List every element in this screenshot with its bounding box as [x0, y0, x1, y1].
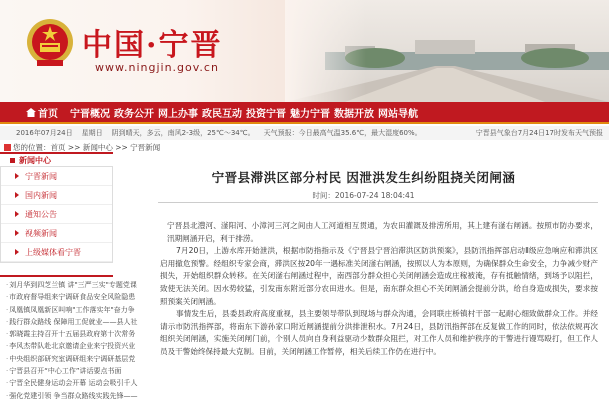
- sidebar-header: [0, 152, 113, 166]
- arrow-right-icon: [15, 192, 19, 198]
- article-time: 时间：2016-07-24 18:04:41: [312, 191, 415, 200]
- nav-home[interactable]: [26, 105, 70, 120]
- list-item[interactable]: · 宁晋全民健身运动会开幕 运动会吸引千人: [6, 377, 114, 389]
- weather-text: 阴到晴天，多云，南风2-3级，25℃～34℃。: [111, 129, 255, 137]
- site-header: [0, 0, 609, 102]
- article-paragraph: 事情发生后，县委县政府高度重视，县主要领导带队到现场与群众沟通，会同联庄桥镇村干部一起耐心细致做群众工作。并经请示市防汛指挥部，将南东下游孙家口附近闸涵提前分洪排泄积水。7月24日，县防汛指挥部在反复做工作的同时，依法依规再次组织关闭闸涵，实施关闭闸门前，个别人员向自身利益驱动少数群众阻拦，对工作人员和维护秩序的干警进行谩骂殴打，但工作人员及干警始终保持最大克制。目前，关闭闸涵工作暂停，相关后续工作仍在进行中。: [160, 309, 598, 356]
- article: [118, 152, 609, 407]
- list-item[interactable]: · 践行群众路线 保障用工促就业——县人社: [6, 316, 114, 328]
- sidebar-divider: [0, 265, 113, 277]
- nav-overview[interactable]: 宁晋概况: [70, 108, 110, 120]
- list-item[interactable]: · 强化党建引领 争当群众路线实践先锋——: [6, 390, 114, 402]
- nav-charm[interactable]: 魅力宁晋: [290, 108, 330, 120]
- arrow-right-icon: [15, 173, 19, 179]
- site-logo-text[interactable]: 中国·宁晋: [82, 28, 223, 63]
- article-title: 宁晋县滞洪区部分村民 因泄洪发生纠纷阻挠关闭闸涵: [211, 170, 516, 185]
- title-divider: [158, 202, 598, 203]
- breadcrumb-text[interactable]: 您的位置：首页 >> 新闻中心 >> 宁晋新闻: [13, 143, 161, 152]
- sidebar-item-label: 国内新闻: [25, 190, 57, 200]
- sidebar-item-label: 视频新闻: [25, 228, 57, 238]
- list-item[interactable]: · 宁晋县召开“中心工作”讲话要点书面: [6, 365, 114, 377]
- site-url: www.ningjin.gov.cn: [95, 61, 219, 74]
- article-paragraph: 7月20日，上游水库开始泄洪，根据市防指指示及《宁晋县宁晋泊滞洪区防洪预案》，县防汛指挥部启动Ⅱ级应急响应和滞洪区启用撤危预警。经组织专家会商，滞洪区按20年一遇标准关闭滏右闸涵，按照以人为本原则，为确保群众生命安全，力争减少财产损失，开始组织群众转移。在关闭滏右闸涵过程中，南西部分群众担心关闭闸涵会造成庄稼被淹，存有抵触情绪，到场予以阻拦，致使无法关闭。因水势较猛，引发南东附近部分农田进水。但是，南东群众担心不关闭闸涵会提前分洪，给自身造成损失，要求按照预案关闭闸涵。: [160, 246, 598, 306]
- arrow-right-icon: [15, 249, 19, 255]
- sidebar-item-domestic-news[interactable]: [1, 186, 112, 205]
- article-body: [160, 220, 598, 359]
- sidebar-item-label: 宁晋新闻: [25, 171, 57, 181]
- nav-home-label: 首页: [38, 108, 58, 120]
- main-nav: [0, 102, 609, 124]
- nav-investment[interactable]: 投资宁晋: [246, 108, 286, 120]
- list-item[interactable]: · 凤凰镇凤凰新区叫响"工作落实年"奋力争: [6, 304, 114, 316]
- home-icon: [26, 108, 36, 117]
- nav-interaction[interactable]: 政民互动: [202, 108, 242, 120]
- sidebar-item-label: 通知公告: [25, 209, 57, 219]
- list-item[interactable]: · 市政府督导组来宁调研食品安全风险隐患: [6, 291, 114, 303]
- forecast-text: 天气预报：今日最高气温35.6℃，最大湿度60%。: [263, 129, 422, 137]
- city-square-photo: [285, 0, 609, 102]
- sidebar-title: 新闻中心: [19, 155, 51, 165]
- sidebar: [0, 152, 138, 407]
- arrow-right-icon: [15, 230, 19, 236]
- sidebar-menu: [0, 166, 113, 263]
- info-bar: [0, 126, 609, 140]
- list-item[interactable]: · 刘月华到四芝兰镇 讲"三严三实"专题党课: [6, 279, 114, 291]
- list-item[interactable]: · 李风杰带队赴北京邀请企业来宁投资兴业: [6, 340, 114, 352]
- nav-online-services[interactable]: 网上办事: [158, 108, 198, 120]
- nav-gov-affairs[interactable]: 政务公开: [114, 108, 154, 120]
- bullet-icon: [10, 158, 15, 163]
- current-weekday: 星期日: [81, 129, 103, 137]
- sidebar-item-media-view[interactable]: [1, 243, 112, 262]
- nav-site-map[interactable]: 网站导航: [378, 108, 418, 120]
- nav-open-data[interactable]: 数据开放: [334, 108, 374, 120]
- sidebar-item-notices[interactable]: [1, 205, 112, 224]
- list-item[interactable]: · 中央组织部研究室调研组来宁调研基层党: [6, 353, 114, 365]
- current-date: 2016年07月24日: [16, 129, 73, 137]
- location-icon: [4, 144, 11, 151]
- forecast-source: 宁晋县气象台7月24日17时发布天气预报: [475, 129, 603, 137]
- related-news-list: [0, 277, 138, 402]
- arrow-right-icon: [15, 211, 19, 217]
- sidebar-item-label: 上级媒体看宁晋: [25, 247, 81, 257]
- sidebar-item-ningjin-news[interactable]: [1, 167, 112, 186]
- article-paragraph: 宁晋县北澧河、滏阳河、小漳河三河之间由人工河道相互贯通，为农田灌溉及排涝所用，其上建有滏右闸涵。按照市防办要求，汛期闸涵开启，利于排涝。: [167, 221, 598, 243]
- list-item[interactable]: · 郭晓霞主持召开十五届县政府第十次常务: [6, 328, 114, 340]
- national-emblem-icon: [25, 16, 75, 70]
- sidebar-item-video-news[interactable]: [1, 224, 112, 243]
